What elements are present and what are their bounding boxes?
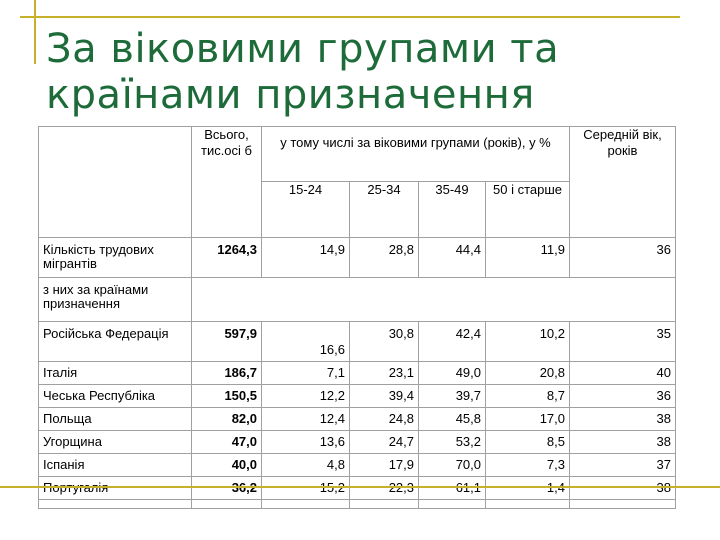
row-name: Іспанія [39, 454, 192, 477]
row-age-50-plus: 10,2 [486, 322, 570, 362]
row-name: Італія [39, 362, 192, 385]
row-avg-age: 38 [570, 431, 676, 454]
header-row-1 [39, 127, 676, 182]
row-total [192, 477, 262, 500]
accent-bottom-line [0, 486, 720, 488]
row-age-15-24: 4,8 [262, 454, 350, 477]
row-age-15-24: 12,2 [262, 385, 350, 408]
header-blank [39, 127, 192, 238]
row-age-15-24: 16,6 [262, 322, 350, 362]
table-row [39, 454, 676, 477]
table-row [39, 385, 676, 408]
header-total: Всього, тис.осі б [192, 127, 262, 238]
row-total: 150,5 [192, 385, 262, 408]
row-avg-age: 35 [570, 322, 676, 362]
row-age-25-34: 23,1 [350, 362, 419, 385]
table-row [39, 408, 676, 431]
row-age-15-24: 13,6 [262, 431, 350, 454]
row-avg-age: 36 [570, 385, 676, 408]
row-age-25-34: 28,8 [350, 238, 419, 278]
row-age-50-plus: 8,5 [486, 431, 570, 454]
header-avg-age: Середній вік, років [570, 127, 676, 238]
migrants-table [38, 126, 676, 509]
row-age-15-24: 14,9 [262, 238, 350, 278]
row-age-50-plus [486, 477, 570, 500]
table-row [39, 238, 676, 278]
table-row [39, 431, 676, 454]
row-avg-age: 36 [570, 238, 676, 278]
row-avg-age: 40 [570, 362, 676, 385]
row-name: з них за країнами призначення [39, 278, 192, 322]
row-age-35-49: 45,8 [419, 408, 486, 431]
table-row-subheading [39, 278, 676, 322]
row-total: 47,0 [192, 431, 262, 454]
row-age-25-34: 30,8 [350, 322, 419, 362]
row-age-35-49: 44,4 [419, 238, 486, 278]
header-age-25-34: 25-34 [350, 182, 419, 238]
table-row [39, 322, 676, 362]
row-name: Угорщина [39, 431, 192, 454]
row-total: 186,7 [192, 362, 262, 385]
row-age-15-24: 7,1 [262, 362, 350, 385]
row-age-35-49: 42,4 [419, 322, 486, 362]
row-age-25-34: 24,7 [350, 431, 419, 454]
row-total: 40,0 [192, 454, 262, 477]
row-name: Російська Федерація [39, 322, 192, 362]
header-age-35-49: 35-49 [419, 182, 486, 238]
accent-top-line [20, 16, 680, 18]
row-age-50-plus: 17,0 [486, 408, 570, 431]
row-name: Чеська Республіка [39, 385, 192, 408]
row-age-35-49: 53,2 [419, 431, 486, 454]
row-age-35-49: 70,0 [419, 454, 486, 477]
row-age-50-plus: 11,9 [486, 238, 570, 278]
row-age-50-plus: 7,3 [486, 454, 570, 477]
row-avg-age: 37 [570, 454, 676, 477]
table-row [39, 362, 676, 385]
row-avg-age: 38 [570, 408, 676, 431]
row-age-35-49: 49,0 [419, 362, 486, 385]
row-total: 1264,3 [192, 238, 262, 278]
row-age-35-49 [419, 477, 486, 500]
row-age-25-34: 39,4 [350, 385, 419, 408]
table-row-cut [39, 500, 676, 509]
row-age-25-34: 24,8 [350, 408, 419, 431]
row-age-25-34 [350, 477, 419, 500]
header-age-15-24: 15-24 [262, 182, 350, 238]
row-name [39, 477, 192, 500]
row-total: 597,9 [192, 322, 262, 362]
accent-vertical-line [34, 0, 36, 64]
header-age-50-plus: 50 і старше [486, 182, 570, 238]
row-age-50-plus: 20,8 [486, 362, 570, 385]
row-name: Кількість трудових мігрантів [39, 238, 192, 278]
row-age-15-24: 12,4 [262, 408, 350, 431]
row-age-15-24 [262, 477, 350, 500]
row-age-35-49: 39,7 [419, 385, 486, 408]
row-age-50-plus: 8,7 [486, 385, 570, 408]
row-name: Польща [39, 408, 192, 431]
slide-title: За віковими групами та країнами призначення [46, 26, 560, 118]
header-age-groups: у тому числі за віковими групами (років), у % [262, 127, 570, 182]
row-avg-age [570, 477, 676, 500]
row-empty [192, 278, 676, 322]
row-age-25-34: 17,9 [350, 454, 419, 477]
table-row [39, 477, 676, 500]
row-total: 82,0 [192, 408, 262, 431]
